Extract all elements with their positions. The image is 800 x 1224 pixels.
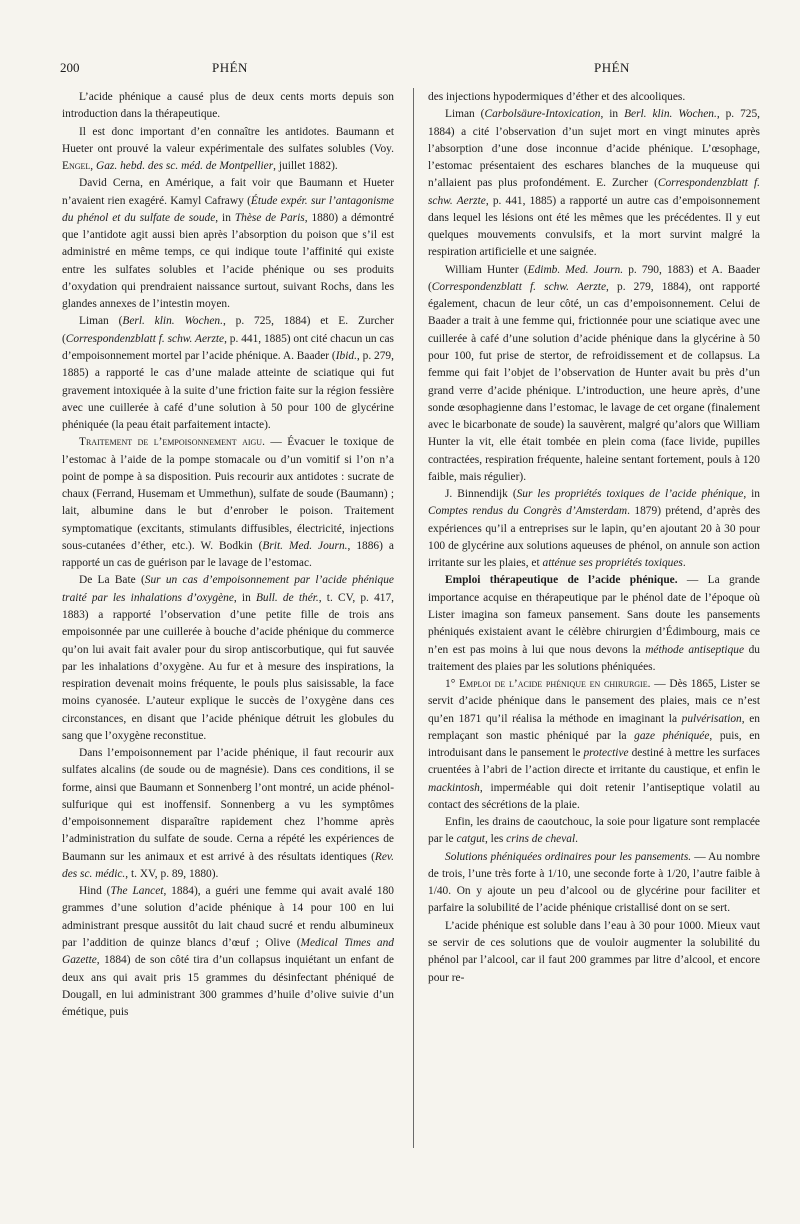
paragraph: Liman (Berl. klin. Wochen., p. 725, 1884) et E. Zurcher (Correspondenzblatt f. schw. Aerzte, p. 441, 1885) ont cité chacun un cas d’empoisonnement mortel par l’acide phénique. A. Baader (Ibid., p. 279, 1885) a rapporté le cas d’une malade atteinte de sciatique qui fut gravement intoxiquée à la suite d’une friction faite sur la région fessière avec une cuillerée à café d’une solution à 50 pour 100 de glycérine phéniquée (la peau était parfaitement intacte). [62,315,394,432]
running-head [60,58,742,78]
paragraph: Enfin, les drains de caoutchouc, la soie pour ligature sont remplacée par le catgut, les crins de cheval. [428,816,760,846]
paragraph: Dans l’empoisonnement par l’acide phénique, il faut recourir aux sulfates alcalins (de soude ou de magnésie). Dans ces conditions, il se forme, ainsi que Baumann et Sonnenberg l’ont montré, un acide phénol-sulfurique qui est inoffensif. Sonnenberg a vu les symptômes d’empoisonnement disparaître rapidement chez l’homme après l’administration du sulfate de soude. Cerna a répété les expériences de Baumann sur les animaux et est arrivé à des résultats identiques (Rev. des sc. médic., t. XV, p. 89, 1880). [62,747,394,880]
section-heading: Solutions phéniquées ordinaires pour les pansements. [445,850,692,863]
paragraph: 1° Emploi de l’acide phénique en chirurgie. — Dès 1865, Lister se servit d’acide phénique dans le pansement des plaies, mais ce n’est qu’en 1871 qu’il réalisa la méthode en imaginant la pulvérisation, en remplaçant son mastic phéniqué par la gaze phéniquée, puis, en introduisant dans le pansement le protective destiné à mettre les surfaces cruentées à l’abri de l’action directe et irritante du caustique, et enfin le mackintosh, imperméable qui doit retenir l’antiseptique volatil au contact des sécrétions de la plaie. [428,678,760,811]
paragraph: Il est donc important d’en connaître les antidotes. Baumann et Hueter ont prouvé la valeur expérimentale des sulfates solubles (Voy. Engel, Gaz. hebd. des sc. méd. de Montpellier, juillet 1882). [62,125,394,173]
running-title-left: PHÉN [212,60,248,75]
column-divider [413,88,414,1148]
section-heading: Emploi de l’acide phénique en chirurgie. [459,678,651,691]
page-number: 200 [60,60,80,75]
running-title-right: PHÉN [594,60,630,75]
paragraph: Solutions phéniquées ordinaires pour les pansements. — Au nombre de trois, l’une très forte à 1/10, une seconde forte à 1/20, l’autre faible à 1/40. On y ajoute un peu d’alcool ou de glycérine pour faciliter et parfaire la solubilité de l’acide phénique cristallisé dont on se sert. [428,850,760,915]
paragraph: J. Binnendijk (Sur les propriétés toxiques de l’acide phénique, in Comptes rendus du Congrès d’Amsterdam. 1879) prétend, d’après des expériences qu’il a entreprises sur le lapin, qu’en ajoutant 20 à 30 pour 100 de glycérine aux solutions aqueuses de phénol, on annule son action irritante sur les plaies, et atténue ses propriétés toxiques. [428,488,760,570]
left-column [62,89,394,1021]
paragraph: des injections hypodermiques d’éther et des alcooliques. [428,91,686,103]
paragraph: Hind (The Lancet, 1884), a guéri une femme qui avait avalé 180 grammes d’une solution d’acide phénique à 14 pour 100 en lui administrant presque aussitôt du lait chaud sucré et rendu albumineux par l’addition de quinze blancs d’œuf ; Olive (Medical Times and Gazette, 1884) de son côté tira d’un collapsus inquiétant un enfant de deux ans qui avait pris 15 grammes du désinfectant phéniqué de Dougall, en lui administrant 300 grammes d’huile d’olive suivie d’un émétique, puis [62,885,395,1019]
paragraph: William Hunter (Edimb. Med. Journ. p. 790, 1883) et A. Baader (Correspondenzblatt f. schw. Aerzte, p. 279, 1884), ont rapporté également, chacun de leur côté, un cas d’empoisonnement. Celui de Baader a trait à une femme qui, frictionnée pour une sciatique avec une cuillerée à café d’une solution d’acide phénique dans la glycérine à 50 pour 100, fut prise de stertor, de refroidissement et de collapsus. La femme qui fait l’objet de l’observation de Hunter avait bu près d’un grand verre d’acide phénique. L’introduction, une heure après, d’une sonde œsophagienne dans l’estomac, le lavage de cet organe (finalement avec le bicarbonate de soude) la sauvèrent, malgré qu’alors que William Hunter la vit, elle était tombée en plein coma (face livide, pupilles contractées, respiration fréquente, haleine sentant fortement, pouls à 120 faible, mais régulier). [428,263,760,483]
paragraph: L’acide phénique est soluble dans l’eau à 30 pour 1000. Mieux vaut se servir de ces solutions que de vouloir augmenter la solubilité du phénol par l’alcool, car il faut 200 grammes par litre d’alcool, et encore pour re- [428,919,760,984]
paragraph: Liman (Carbolsäure-Intoxication, in Berl. klin. Wochen., p. 725, 1884) a cité l’observation d’un sujet mort en vingt minutes après l’absorption d’une dose inconnue d’acide phénique. L’œsophage, l’estomac présentaient des eschares blanches de la muqueuse qui n’allaient pas plus profondément. E. Zurcher (Correspondenzblatt f. schw. Aerzte, p. 441, 1885) a rapporté un autre cas d’empoisonnement dans lequel les lésions ont été les mêmes que les précédentes. Il y eut quelques mouvements convulsifs, et la mort survint malgré la respiration artificielle et une saignée. [428,108,761,259]
paragraph: De La Bate (Sur un cas d’empoisonnement par l’acide phénique traité par les inhalations d’oxygène, in Bull. de thér., t. CV, p. 417, 1883) a rapporté l’observation d’une petite fille de trois ans empoisonnée par une cuillerée à bouche d’acide phénique du commerce qu’on lui avait fait avaler pour du sirop antiscorbutique, qui fut sauvée par les inhalations d’oxygène. Au fur et à mesure des inspirations, la respiration devenait moins fréquente, le pouls plus saisissable, la face moins cyanosée. L’auteur explique le succès de l’oxygène dans ces circonstances, en disant que l’acide phénique détruit les globules du sang que l’oxygène reconstitue. [62,574,395,742]
paragraph: Traitement de l’empoisonnement aigu. — Évacuer le toxique de l’estomac à l’aide de la pompe stomacale ou d’un vomitif si l’on n’a point de pompe à sa disposition. Puis recourir aux antidotes : sucrate de chaux (Ferrand, Husemam et Ummethun), sulfate de soude (Baumann) ; lait, albumine dans le but d’enrober le poison. Traitement symptomatique (excitants, stimulants diffusibles, électricité, injections sous-cutanées d’éther, etc.). W. Bodkin (Brit. Med. Journ., 1886) a rapporté un cas de guérison par le lavage de l’estomac. [62,436,394,570]
section-heading: Traitement de l’empoisonnement aigu. [79,436,265,449]
right-column [428,89,760,987]
paragraph: L’acide phénique a causé plus de deux cents morts depuis son introduction dans la thérapeutique. [62,91,394,121]
section-heading: Emploi thérapeutique de l’acide phénique. [445,574,678,587]
paragraph: Emploi thérapeutique de l’acide phénique. — La grande importance acquise en thérapeutique par le phénol date de l’époque où Lister imagina son fameux pansement. Sans doute les pansements phéniqués existaient avant le célèbre chirurgien d’Édimbourg, mais ce n’en est pas moins à lui que nous devons la méthode antiseptique du traitement des plaies par les solutions phéniquées. [428,574,760,673]
paragraph: David Cerna, en Amérique, a fait voir que Baumann et Hueter n’avaient rien exagéré. Kamyl Cafrawy (Étude expér. sur l’antagonisme du phénol et du sulfate de soude, in Thèse de Paris, 1880) a démontré que l’antidote agit aussi bien après l’absorption du poison que s’il est administré en même temps, ce qui indique toute l’affinité qui existe entre les sulfates solubles et l’acide phénique ou ses produits d’oxydation qui prendraient naissance surtout, suivant Rochs, dans les glandes annexes de l’intestin moyen. [62,177,394,311]
